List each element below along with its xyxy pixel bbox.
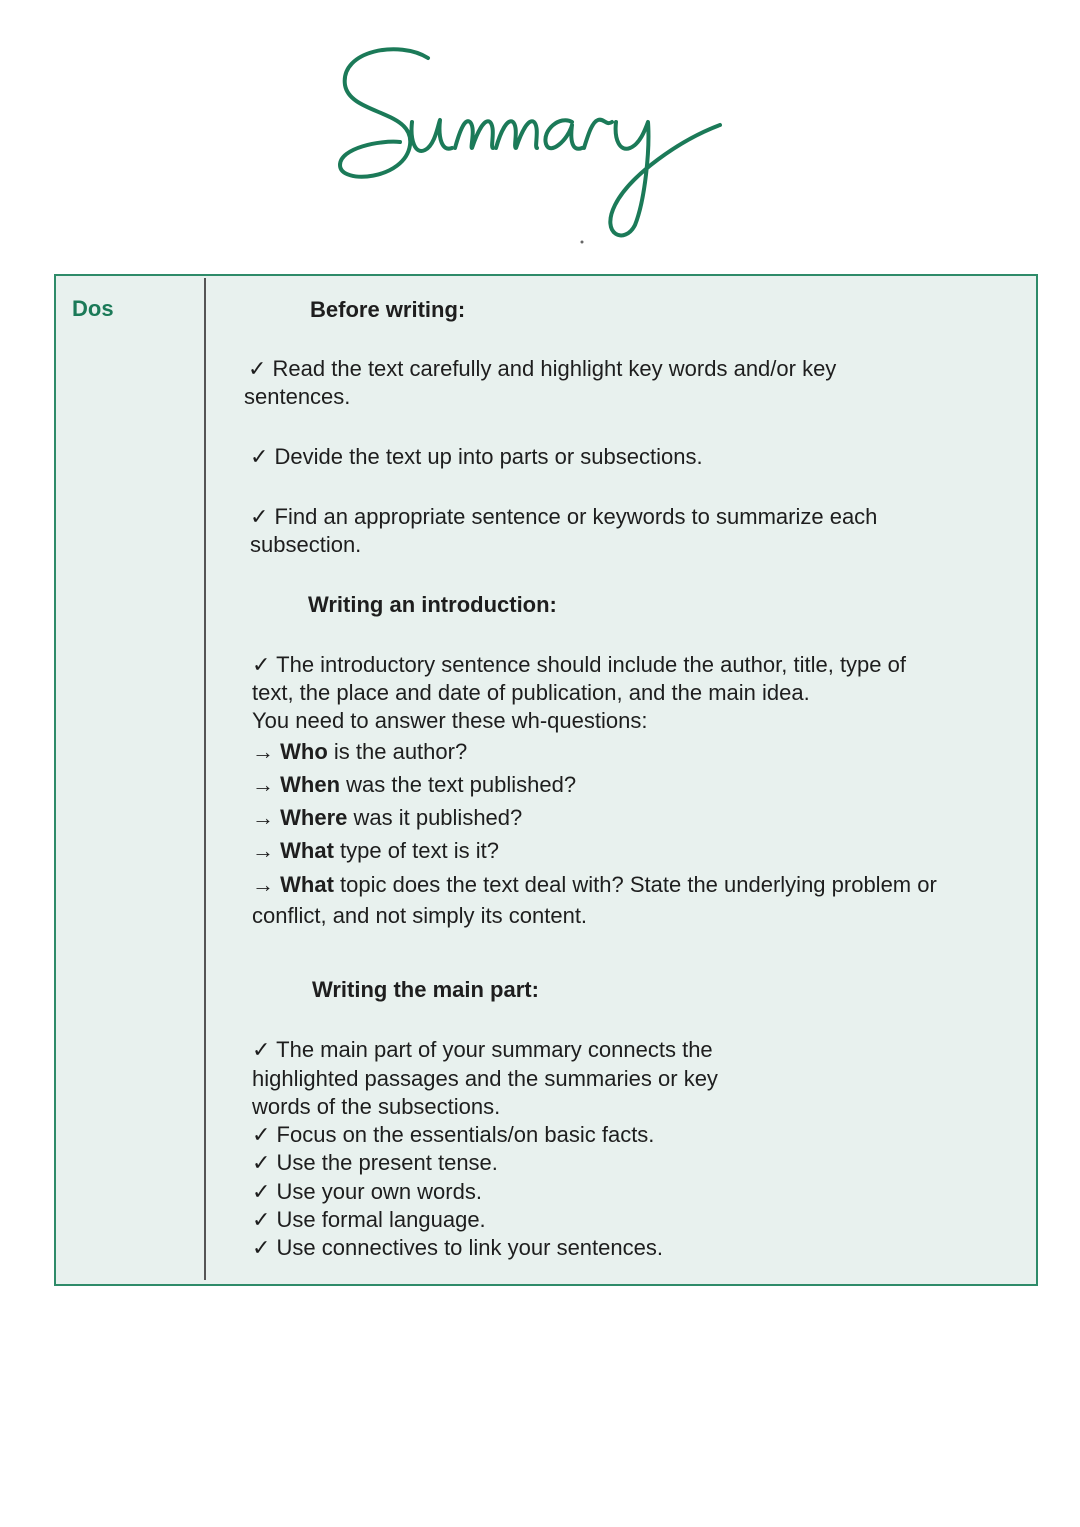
wh-question-where: [252, 804, 522, 832]
wh-question-rest: was the text published?: [340, 772, 577, 797]
section-heading-before-writing: Before writing:: [310, 297, 466, 322]
main-part-bullet-4: ✓ Use formal language.: [252, 1207, 486, 1232]
introduction-line-3: You need to answer these wh-questions:: [252, 708, 648, 733]
arrow-right-icon: →: [252, 872, 274, 897]
wh-word: When: [280, 772, 341, 797]
before-writing-item-2: ✓ Devide the text up into parts or subsections.: [250, 444, 703, 469]
arrow-right-icon: →: [252, 739, 274, 764]
wh-question-rest: topic does the text deal with? State the underlying problem or: [333, 872, 937, 897]
arrow-right-icon: →: [252, 805, 274, 830]
main-part-line-2: highlighted passages and the summaries or key: [252, 1066, 718, 1091]
wh-question-when: [252, 771, 576, 799]
row-label-dos: Dos: [72, 296, 114, 321]
wh-question-what-topic: [252, 871, 937, 899]
dos-table: [54, 274, 1038, 1286]
before-writing-item-3-line-2: subsection.: [250, 532, 362, 557]
introduction-line-1: ✓ The introductory sentence should include the author, title, type of: [252, 652, 906, 677]
before-writing-item-1-line-2: sentences.: [244, 384, 351, 409]
handwritten-title-graphic: [320, 30, 750, 250]
wh-question-rest: type of text is it?: [333, 838, 499, 863]
main-part-bullet-5: ✓ Use connectives to link your sentences.: [252, 1235, 663, 1260]
wh-question-rest: is the author?: [327, 739, 468, 764]
wh-word: What: [280, 838, 334, 863]
section-heading-introduction: Writing an introduction:: [308, 592, 557, 617]
wh-word: Where: [280, 805, 348, 830]
wh-question-who: [252, 738, 467, 766]
arrow-right-icon: →: [252, 772, 274, 797]
column-divider: [204, 278, 206, 1280]
main-part-line-1: ✓ The main part of your summary connects the: [252, 1037, 713, 1062]
before-writing-item-3-line-1: ✓ Find an appropriate sentence or keywords to summarize each: [250, 504, 878, 529]
wh-word: Who: [280, 739, 328, 764]
wh-question-what-type: [252, 837, 499, 865]
wh-word: What: [280, 872, 334, 897]
main-part-bullet-2: ✓ Use the present tense.: [252, 1150, 498, 1175]
section-heading-main-part: Writing the main part:: [312, 977, 539, 1002]
arrow-right-icon: →: [252, 838, 274, 863]
introduction-line-2: text, the place and date of publication, and the main idea.: [252, 680, 810, 705]
page-title: [320, 30, 750, 250]
main-part-line-3: words of the subsections.: [252, 1094, 501, 1119]
main-part-bullet-1: ✓ Focus on the essentials/on basic facts.: [252, 1122, 655, 1147]
before-writing-item-1-line-1: ✓ Read the text carefully and highlight key words and/or key: [248, 356, 837, 381]
wh-question-what-topic-line-2: conflict, and not simply its content.: [252, 903, 588, 928]
main-part-bullet-3: ✓ Use your own words.: [252, 1179, 482, 1204]
wh-question-rest: was it published?: [347, 805, 523, 830]
